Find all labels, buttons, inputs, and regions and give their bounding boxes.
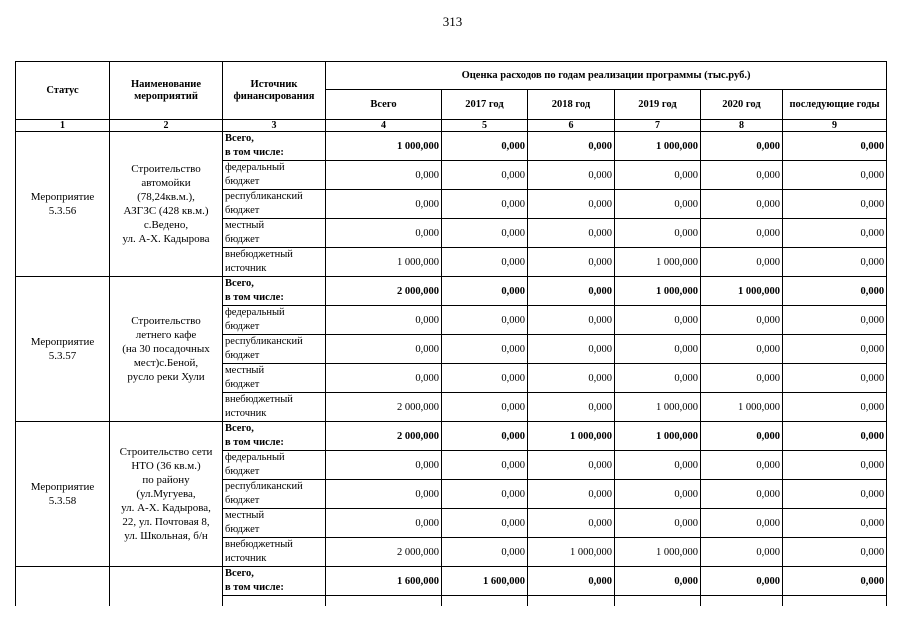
amount-cell: 0,000: [615, 161, 701, 190]
amount-cell: 1 000,000: [326, 132, 442, 161]
column-number: 5: [442, 120, 528, 132]
amount-cell: 0,000: [701, 567, 783, 596]
amount-cell: 0,000: [783, 480, 887, 509]
amount-cell: 0,000: [615, 567, 701, 596]
amount-cell: 0,000: [326, 335, 442, 364]
amount-cell: 0,000: [442, 132, 528, 161]
header-year-2018: 2018 год: [528, 90, 615, 120]
amount-cell: 0,000: [326, 306, 442, 335]
measure-status: Мероприятие 5.3.58: [16, 422, 110, 567]
amount-cell: 0,000: [701, 422, 783, 451]
funding-source: внебюджетный источник: [223, 538, 326, 567]
amount-cell: 0,000: [783, 161, 887, 190]
amount-cell: 0,000: [326, 161, 442, 190]
amount-cell: 0,000: [528, 335, 615, 364]
amount-cell: 1 000,000: [615, 422, 701, 451]
amount-cell: 0,000: [442, 161, 528, 190]
funding-source: Всего, в том числе:: [223, 132, 326, 161]
amount-cell: 0,000: [442, 364, 528, 393]
amount-cell: 0,000: [442, 190, 528, 219]
page-bottom-clip: [0, 606, 905, 640]
amount-cell: 0,000: [783, 364, 887, 393]
funding-source: республиканский бюджет: [223, 480, 326, 509]
amount-cell: 0,000: [783, 132, 887, 161]
amount-cell: 0,000: [528, 393, 615, 422]
amount-cell: 0,000: [701, 161, 783, 190]
amount-cell: 0,000: [615, 190, 701, 219]
amount-cell: 0,000: [615, 306, 701, 335]
amount-cell: 2 000,000: [326, 277, 442, 306]
amount-cell: 0,000: [783, 567, 887, 596]
amount-cell: 1 000,000: [615, 277, 701, 306]
amount-cell: 0,000: [528, 480, 615, 509]
amount-cell: 0,000: [528, 248, 615, 277]
budget-table: [15, 61, 887, 625]
amount-cell: 1 000,000: [615, 538, 701, 567]
amount-cell: 1 000,000: [701, 277, 783, 306]
amount-cell: 1 600,000: [326, 567, 442, 596]
amount-cell: 0,000: [615, 335, 701, 364]
amount-cell: 0,000: [442, 509, 528, 538]
column-number: 3: [223, 120, 326, 132]
column-number: 8: [701, 120, 783, 132]
amount-cell: 0,000: [528, 277, 615, 306]
amount-cell: 0,000: [701, 132, 783, 161]
amount-cell: 0,000: [528, 190, 615, 219]
column-number: 9: [783, 120, 887, 132]
header-source: Источник финансирования: [223, 62, 326, 120]
amount-cell: 0,000: [701, 219, 783, 248]
amount-cell: 0,000: [783, 335, 887, 364]
amount-cell: 0,000: [783, 451, 887, 480]
amount-cell: 0,000: [701, 451, 783, 480]
amount-cell: 2 000,000: [326, 538, 442, 567]
funding-source: местный бюджет: [223, 219, 326, 248]
measure-status: Мероприятие 5.3.56: [16, 132, 110, 277]
column-number: 1: [16, 120, 110, 132]
amount-cell: 0,000: [528, 451, 615, 480]
amount-cell: 0,000: [442, 480, 528, 509]
header-name: Наименование мероприятий: [110, 62, 223, 120]
amount-cell: 0,000: [326, 480, 442, 509]
amount-cell: 0,000: [442, 393, 528, 422]
amount-cell: 0,000: [615, 509, 701, 538]
amount-cell: 0,000: [326, 451, 442, 480]
table-row: [16, 422, 887, 451]
amount-cell: 1 000,000: [615, 132, 701, 161]
funding-source: внебюджетный источник: [223, 393, 326, 422]
funding-source: Всего, в том числе:: [223, 277, 326, 306]
amount-cell: 0,000: [615, 364, 701, 393]
amount-cell: 0,000: [528, 161, 615, 190]
amount-cell: 0,000: [442, 277, 528, 306]
amount-cell: 0,000: [615, 480, 701, 509]
page-number: 313: [442, 14, 463, 29]
amount-cell: 0,000: [528, 567, 615, 596]
header-status: Статус: [16, 62, 110, 120]
header-year-later: последующие годы: [783, 90, 887, 120]
amount-cell: 0,000: [442, 306, 528, 335]
measure-name: Строительство летнего кафе (на 30 посадочных мест)с.Беной, русло реки Хули: [110, 277, 223, 422]
table-row: [16, 132, 887, 161]
amount-cell: 0,000: [528, 364, 615, 393]
amount-cell: 0,000: [783, 190, 887, 219]
table-row: [16, 277, 887, 306]
amount-cell: 0,000: [783, 393, 887, 422]
amount-cell: 0,000: [442, 422, 528, 451]
column-number: 2: [110, 120, 223, 132]
amount-cell: 1 600,000: [442, 567, 528, 596]
amount-cell: 0,000: [326, 509, 442, 538]
amount-cell: 2 000,000: [326, 393, 442, 422]
header-year-2020: 2020 год: [701, 90, 783, 120]
amount-cell: 1 000,000: [615, 248, 701, 277]
funding-source: республиканский бюджет: [223, 335, 326, 364]
amount-cell: 0,000: [326, 190, 442, 219]
amount-cell: 0,000: [701, 480, 783, 509]
funding-source: федеральный бюджет: [223, 306, 326, 335]
amount-cell: 0,000: [783, 509, 887, 538]
amount-cell: 0,000: [442, 451, 528, 480]
amount-cell: 1 000,000: [615, 393, 701, 422]
amount-cell: 0,000: [783, 277, 887, 306]
column-number: 4: [326, 120, 442, 132]
amount-cell: 0,000: [528, 219, 615, 248]
header-year-total: Всего: [326, 90, 442, 120]
amount-cell: 0,000: [615, 219, 701, 248]
amount-cell: 0,000: [783, 219, 887, 248]
amount-cell: 2 000,000: [326, 422, 442, 451]
amount-cell: 0,000: [615, 451, 701, 480]
amount-cell: 0,000: [442, 248, 528, 277]
amount-cell: 0,000: [701, 364, 783, 393]
funding-source: местный бюджет: [223, 364, 326, 393]
amount-cell: 0,000: [701, 538, 783, 567]
amount-cell: 0,000: [783, 248, 887, 277]
amount-cell: 0,000: [442, 538, 528, 567]
amount-cell: 0,000: [442, 335, 528, 364]
amount-cell: 0,000: [701, 509, 783, 538]
amount-cell: 0,000: [783, 422, 887, 451]
amount-cell: 0,000: [783, 306, 887, 335]
amount-cell: 0,000: [783, 538, 887, 567]
header-year-2019: 2019 год: [615, 90, 701, 120]
table-row: [16, 567, 887, 596]
funding-source: республиканский бюджет: [223, 190, 326, 219]
header-year-2017: 2017 год: [442, 90, 528, 120]
amount-cell: 0,000: [326, 364, 442, 393]
amount-cell: 1 000,000: [528, 422, 615, 451]
funding-source: федеральный бюджет: [223, 161, 326, 190]
measure-status: Мероприятие 5.3.57: [16, 277, 110, 422]
amount-cell: 0,000: [701, 335, 783, 364]
header-estimate: Оценка расходов по годам реализации программы (тыс.руб.): [326, 62, 887, 90]
measure-name: Строительство сети НТО (36 кв.м.) по району (ул.Мугуева, ул. А-Х. Кадырова, 22, ул. Почтовая 8, ул. Школьная, б/н: [110, 422, 223, 567]
funding-source: местный бюджет: [223, 509, 326, 538]
funding-source: Всего, в том числе:: [223, 567, 326, 596]
amount-cell: 0,000: [701, 248, 783, 277]
funding-source: Всего, в том числе:: [223, 422, 326, 451]
amount-cell: 1 000,000: [326, 248, 442, 277]
amount-cell: 0,000: [528, 509, 615, 538]
amount-cell: 0,000: [701, 190, 783, 219]
funding-source: федеральный бюджет: [223, 451, 326, 480]
measure-name: Строительство автомойки (78,24кв.м.), АЗГЗС (428 кв.м.) с.Ведено, ул. А-Х. Кадырова: [110, 132, 223, 277]
amount-cell: 0,000: [442, 219, 528, 248]
column-number: 7: [615, 120, 701, 132]
amount-cell: 0,000: [528, 132, 615, 161]
amount-cell: 0,000: [701, 306, 783, 335]
amount-cell: 0,000: [326, 219, 442, 248]
amount-cell: 1 000,000: [528, 538, 615, 567]
funding-source: внебюджетный источник: [223, 248, 326, 277]
amount-cell: 0,000: [528, 306, 615, 335]
column-number: 6: [528, 120, 615, 132]
amount-cell: 1 000,000: [701, 393, 783, 422]
